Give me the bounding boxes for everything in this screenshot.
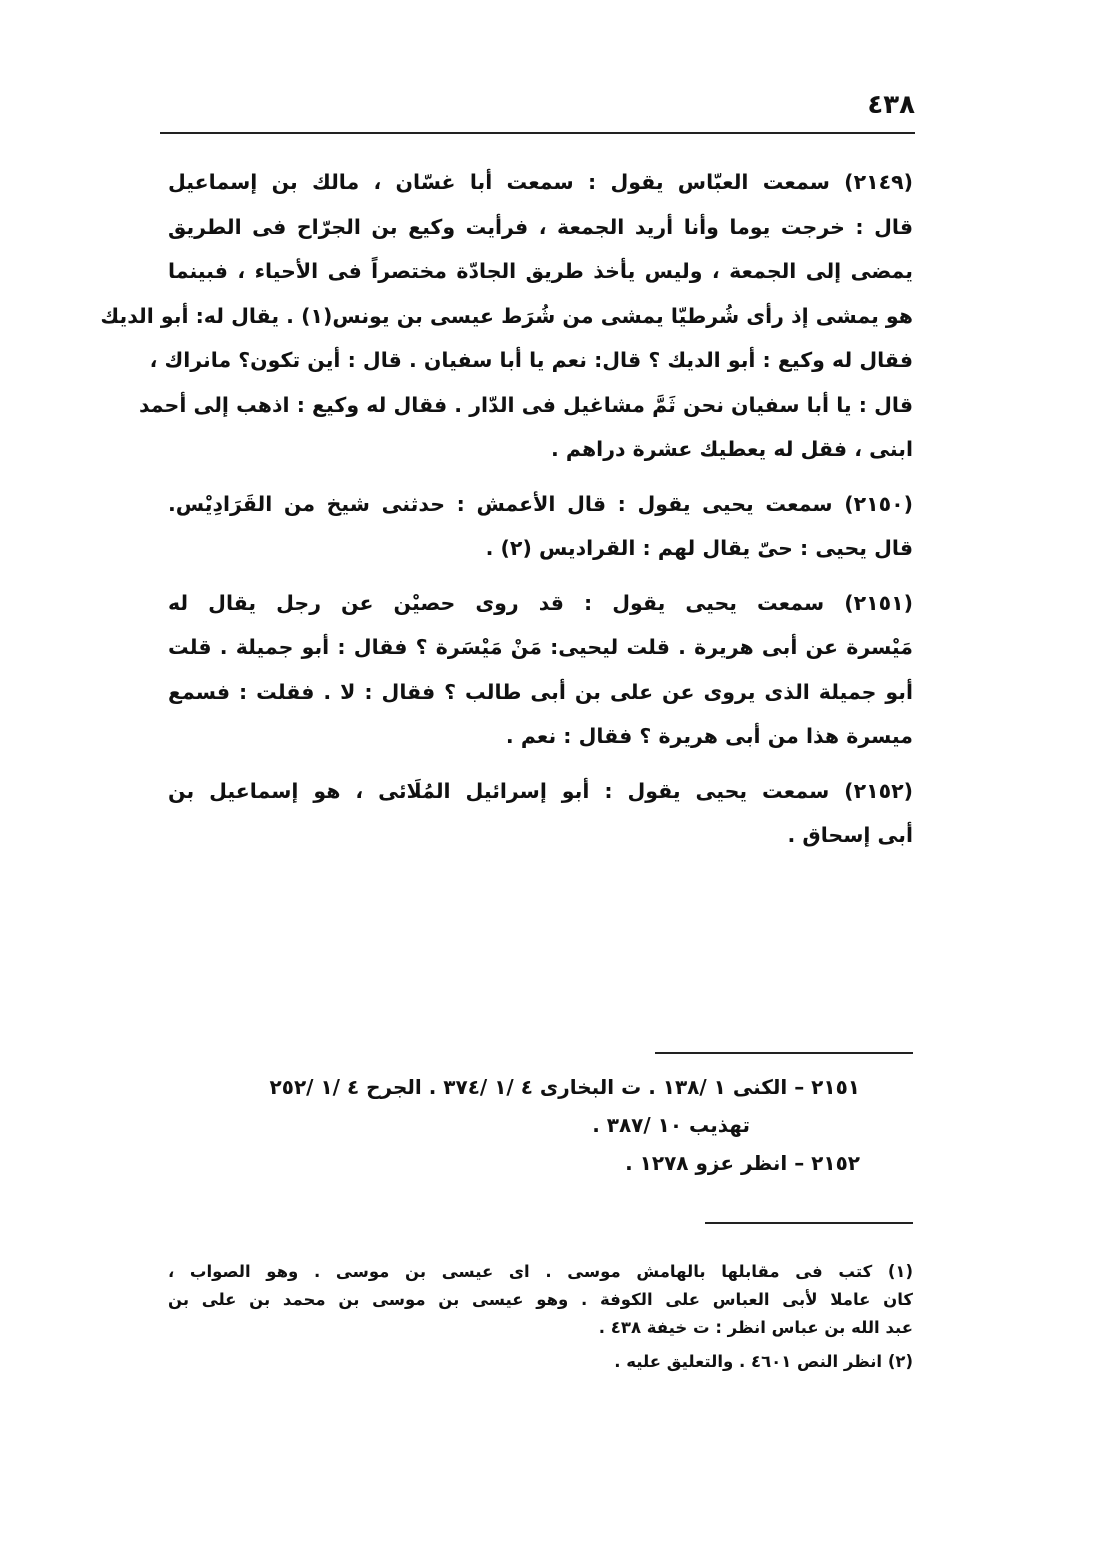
text-line: (٢١٥١) سمعت يحيى يقول : قد روى حصيْن عن رجل يقال له xyxy=(168,590,913,615)
header-rule xyxy=(160,132,915,134)
footnote-line: (١) كتب فى مقابلها بالهامش موسى . اى عيسى بن موسى . وهو الصواب ، xyxy=(168,1262,913,1281)
footnote-line: كان عاملا لأبى العباس على الكوفة . وهو عيسى بن موسى بن محمد بن على بن xyxy=(168,1290,913,1309)
paragraph-2149 xyxy=(100,160,913,472)
text-line: (٢١٤٩) سمعت العبّاس يقول : سمعت أبا غسّان ، مالك بن إسماعيل xyxy=(168,170,913,194)
text-line: مَيْسرة عن أبى هريرة . قلت ليحيى: مَنْ مَيْسَرة ؟ فقال : أبو جميلة . قلت xyxy=(168,635,913,659)
reference-line: ٢١٥١ – الكنى ١ /١٣٨ . ت البخارى ٤ /١ /٣٧٤ . الجرح ٤ /١ /٢٥٢ xyxy=(269,1075,860,1099)
text-line: ميسرة هذا من أبى هريرة ؟ فقال : نعم . xyxy=(505,724,913,748)
references xyxy=(170,1068,860,1182)
main-text xyxy=(100,160,913,868)
text-line: (٢١٥٢) سمعت يحيى يقول : أبو إسرائيل المُلَائى ، هو إسماعيل بن xyxy=(168,778,913,803)
footnotes-rule xyxy=(705,1222,913,1224)
text-line: يمضى إلى الجمعة ، وليس يأخذ طريق الجادّة مختصراً فى الأحياء ، فبينما xyxy=(168,259,913,283)
references-rule xyxy=(655,1052,913,1054)
paragraph-2151 xyxy=(168,581,913,759)
footnotes xyxy=(168,1258,913,1376)
paragraph-2150 xyxy=(168,482,913,571)
reference-line: تهذيب ١٠ /٣٨٧ . xyxy=(592,1113,750,1137)
footnote-line: عبد الله بن عباس انظر : ت خيفة ٤٣٨ . xyxy=(598,1318,913,1337)
text-line: ابنى ، فقل له يعطيك عشرة دراهم . xyxy=(550,437,913,461)
text-line: قال يحيى : حىّ يقال لهم : القراديس (٢) . xyxy=(485,536,913,560)
text-line: قال : خرجت يوما وأنا أريد الجمعة ، فرأيت وكيع بن الجرّاح فى الطريق xyxy=(168,214,913,239)
text-line: أبو جميلة الذى يروى عن على بن أبى طالب ؟ فقال : لا . فقلت : فسمع xyxy=(168,679,913,704)
text-line: أبى إسحاق . xyxy=(787,823,913,847)
paragraph-2152 xyxy=(168,769,913,858)
page-number: ٤٣٨ xyxy=(867,90,915,120)
text-line: قال : يا أبا سفيان نحن ثَمَّ مشاغيل فى الدّار . فقال له وكيع : اذهب إلى أحمد xyxy=(138,392,913,417)
text-line: (٢١٥٠) سمعت يحيى يقول : قال الأعمش : حدثنى شيخ من القَرَادِيْس. xyxy=(168,491,913,516)
text-line: هو يمشى إذ رأى شُرطيّا يمشى من شُرَط عيسى بن يونس(١) . يقال له: أبو الديك xyxy=(100,303,913,328)
text-line: فقال له وكيع : أبو الديك ؟ قال: نعم يا أبا سفيان . قال : أين تكون؟ مانراك ، xyxy=(149,348,913,372)
reference-line: ٢١٥٢ – انظر عزو ١٢٧٨ . xyxy=(625,1151,860,1175)
footnote-line: (٢) انظر النص ٤٦٠١ . والتعليق عليه . xyxy=(614,1352,913,1371)
